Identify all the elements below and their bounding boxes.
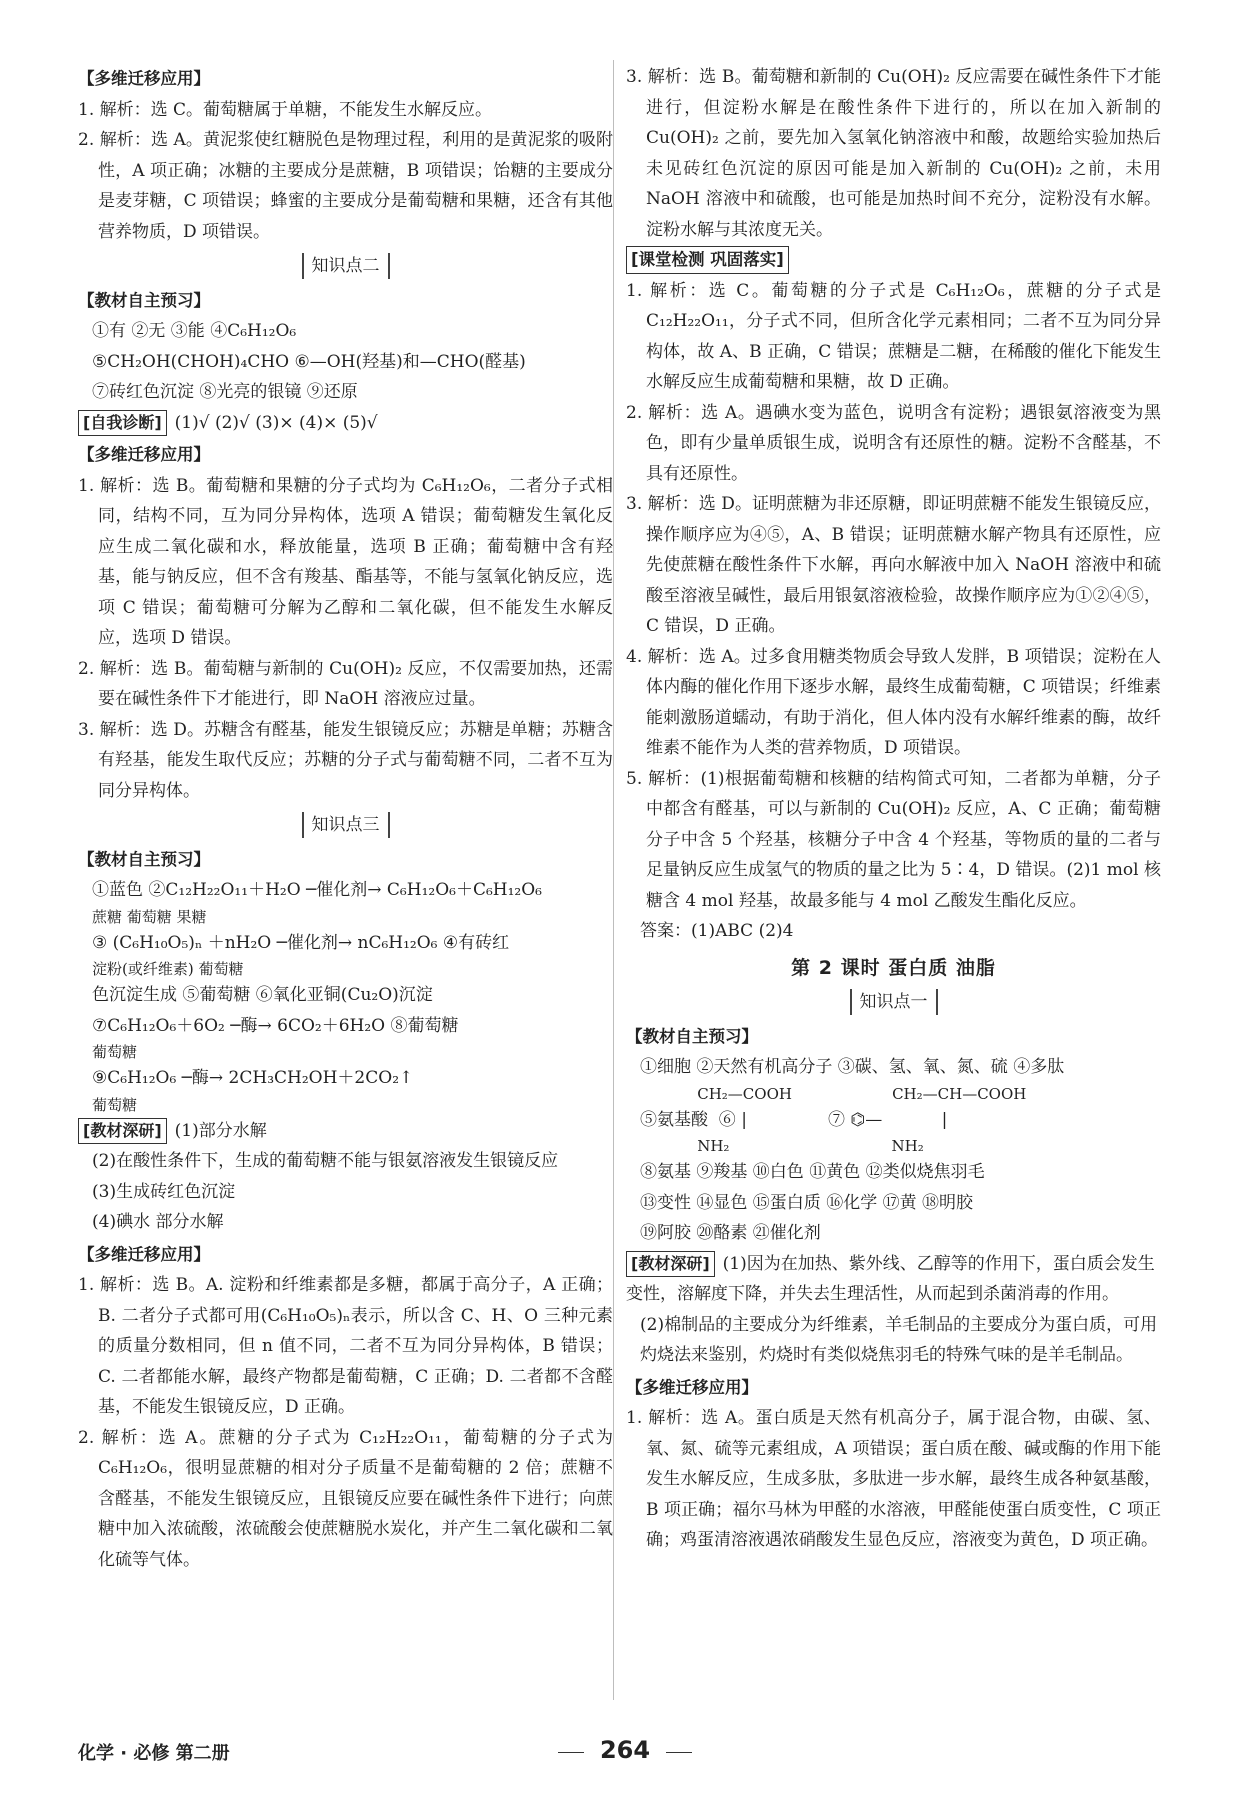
answer-item: 2. 解析：选 B。葡萄糖与新制的 Cu(OH)₂ 反应，不仅需要加热，还需要在碱性条件下才能进行，即 NaOH 溶液应过量。: [78, 658, 613, 709]
preview-line: ⑦砖红色沉淀 ⑧光亮的银镜 ⑨还原: [92, 382, 358, 402]
research-line: (1)部分水解: [174, 1120, 267, 1141]
answer-item: 1. 解析：选 B。葡萄糖和果糖的分子式均为 C₆H₁₂O₆，二者分子式相同，结构不同，互为同分异构体，选项 A 错误；葡萄糖发生氧化反应生成二氧化碳和水，释放能量，选项 B 正确；葡萄糖中含有羟基，能与钠反应，但不含有羧基、酯基等，不能与氢氧化钠反应，选项 C 错误；葡萄糖可分解为乙醇和二氧化碳，但不能发生水解反应，选项 D 错误。: [78, 475, 613, 648]
lesson-title: 第 2 课时 蛋白质 油脂: [791, 956, 996, 979]
answer-line: 答案：(1)ABC (2)4: [640, 921, 794, 941]
section-heading: 【教材自主预习】: [78, 849, 210, 869]
research-line: (1)因为在加热、紫外线、乙醇等的作用下，蛋白质会发生变性，溶解度下降，并失去生理活性，从而起到杀菌消毒的作用。: [626, 1253, 1155, 1304]
answer-item: 2. 解析：选 A。蔗糖的分子式为 C₁₂H₂₂O₁₁，葡萄糖的分子式为 C₆H₁₂O₆，很明显蔗糖的相对分子质量不是葡萄糖的 2 倍；蔗糖不含醛基，不能发生银镜反应，且银镜反应要在碱性条件下进行；向蔗糖中加入浓硫酸，浓硫酸会使蔗糖脱水炭化，并产生二氧化碳和二氧化硫等气体。: [78, 1427, 613, 1570]
preview-line: ⑬变性 ⑭显色 ⑮蛋白质 ⑯化学 ⑰黄 ⑱明胶: [640, 1192, 974, 1213]
preview-line: ⑨C₆H₁₂O₆ ─酶→ 2CH₃CH₂OH＋2CO₂↑: [92, 1068, 414, 1088]
preview-line: NH₂ NH₂: [640, 1137, 924, 1155]
knowledge-point-heading: [626, 987, 1161, 1018]
answer-item: 3. 解析：选 B。葡萄糖和新制的 Cu(OH)₂ 反应需要在碱性条件下才能进行，但淀粉水解是在酸性条件下进行的，所以在加入新制的 Cu(OH)₂ 之前，要先加入氢氧化钠溶液中和酸，故题给实验加热后未见砖红色沉淀的原因可能是加入新制的 Cu(OH)₂ 之前，未用 NaOH 溶液中和硫酸，也可能是加热时间不充分，淀粉没有水解。淀粉水解与其浓度无关。: [626, 67, 1161, 240]
answer-item: 2. 解析：选 A。黄泥浆使红糖脱色是物理过程，利用的是黄泥浆的吸附性，A 项正确；冰糖的主要成分是蔗糖，B 项错误；饴糖的主要成分是麦芽糖，C 项错误；蜂蜜的主要成分是葡萄糖和果糖，还含有其他营养物质，D 项错误。: [78, 130, 613, 242]
preview-line: 葡萄糖: [92, 1043, 138, 1061]
research-label: [教材深研]: [78, 1118, 167, 1144]
section-heading: 【多维迁移应用】: [78, 445, 210, 464]
answer-item: 3. 解析：选 D。苏糖含有醛基，能发生银镜反应；苏糖是单糖；苏糖含有羟基，能发生取代反应；苏糖的分子式与葡萄糖不同，二者不互为同分异构体。: [78, 719, 613, 801]
preview-line: 色沉淀生成 ⑤葡萄糖 ⑥氧化亚铜(Cu₂O)沉淀: [92, 985, 433, 1005]
preview-line: 葡萄糖: [92, 1095, 138, 1114]
preview-line: 蔗糖 葡萄糖 果糖: [92, 907, 207, 926]
answer-item: 3. 解析：选 D。证明蔗糖为非还原糖，即证明蔗糖不能发生银镜反应，操作顺序应为④⑤，A、B 错误；证明蔗糖水解产物具有还原性，应先使蔗糖在酸性条件下水解，再向水解液中加入 NaOH 溶液中和硫酸至溶液呈碱性，最后用银氨溶液检验，故操作顺序应为①②④⑤，C 错误，D 正确。: [626, 494, 1161, 636]
preview-line: ⑤CH₂OH(CHOH)₄CHO ⑥—OH(羟基)和—CHO(醛基): [92, 351, 526, 372]
answer-item: 5. 解析：(1)根据葡萄糖和核糖的结构简式可知，二者都为单糖，分子中都含有醛基，可以与新制的 Cu(OH)₂ 反应，A、C 正确；葡萄糖分子中含 5 个羟基，核糖分子中含 4 个羟基，等物质的量的二者与足量钠反应生成氢气的物质的量之比为 5∶4，D 错误。(2)1 mol 核糖含 4 mol 羟基，故最多能与 4 mol 乙酸发生酯化反应。: [626, 768, 1161, 911]
preview-line: ①有 ②无 ③能 ④C₆H₁₂O₆: [92, 321, 297, 341]
knowledge-point-title: 知识点一: [850, 989, 938, 1015]
preview-line: ①细胞 ②天然有机高分子 ③碳、氢、氧、氮、硫 ④多肽: [640, 1057, 1065, 1077]
self-check-text: (1)√ (2)√ (3)× (4)× (5)√: [174, 412, 378, 433]
subject-label: 化学 · 必修 第二册: [78, 1743, 230, 1764]
class-check-heading: [626, 245, 1161, 276]
research-line: (3)生成砖红色沉淀: [92, 1181, 236, 1202]
section-heading: 【多维迁移应用】: [78, 69, 210, 88]
left-column: [78, 62, 613, 1575]
preview-line: ⑲阿胶 ⑳酪素 ㉑催化剂: [640, 1223, 821, 1243]
answer-item: 1. 解析：选 A。蛋白质是天然有机高分子，属于混合物，由碳、氢、氧、氮、硫等元素组成，A 项错误；蛋白质在酸、碱或酶的作用下能发生水解反应，生成多肽，多肽进一步水解，最终生成各种氨基酸，B 项正确；福尔马林为甲醛的水溶液，甲醛能使蛋白质变性，C 项正确；鸡蛋清溶液遇浓硝酸发生显色反应，溶液变为黄色，D 项正确。: [626, 1408, 1161, 1550]
preview-line: ③ (C₆H₁₀O₅)ₙ ＋nH₂O ─催化剂→ nC₆H₁₂O₆ ④有砖红: [92, 932, 510, 953]
preview-line: ⑤氨基酸 ⑥ | ⑦ ⌬— |: [640, 1109, 948, 1130]
research-line: (2)棉制品的主要成分为纤维素，羊毛制品的主要成分为蛋白质，可用灼烧法来鉴别，灼烧时有类似烧焦羽毛的特殊气味的是羊毛制品。: [640, 1314, 1158, 1365]
knowledge-point-title: 知识点三: [302, 812, 390, 838]
preview-line: ⑧氨基 ⑨羧基 ⑩白色 ⑪黄色 ⑫类似烧焦羽毛: [640, 1162, 985, 1182]
page-number: 264: [558, 1735, 692, 1766]
page-footer: [78, 1735, 1172, 1775]
preview-line: ⑦C₆H₁₂O₆＋6O₂ ─酶→ 6CO₂＋6H₂O ⑧葡萄糖: [92, 1015, 459, 1036]
preview-line: 淀粉(或纤维素) 葡萄糖: [92, 960, 244, 978]
section-heading: 【教材自主预习】: [78, 290, 210, 310]
section-heading: 【多维迁移应用】: [78, 1244, 210, 1264]
answer-item: 2. 解析：选 A。遇碘水变为蓝色，说明含有淀粉；遇银氨溶液变为黑色，即有少量单质银生成，说明含有还原性的糖。淀粉不含醛基，不具有还原性。: [626, 402, 1161, 484]
knowledge-point-heading: [78, 251, 613, 282]
answer-item: 1. 解析：选 C。葡萄糖的分子式是 C₆H₁₂O₆，蔗糖的分子式是 C₁₂H₂₂O₁₁，分子式不同，但所含化学元素相同；二者不互为同分异构体，故 A、B 正确，C 错误；蔗糖是二糖，在稀酸的催化下能发生水解反应生成葡萄糖和果糖，故 D 正确。: [626, 280, 1161, 392]
self-check-label: [自我诊断]: [78, 410, 167, 436]
right-column: [626, 62, 1161, 1556]
answer-item: 4. 解析：选 A。过多食用糖类物质会导致人发胖，B 项错误；淀粉在人体内酶的催化作用下逐步水解，最终生成葡萄糖，C 项错误；纤维素能刺激肠道蠕动，有助于消化，但人体内没有水解纤维素的酶，故纤维素不能作为人类的营养物质，D 项错误。: [626, 646, 1161, 758]
answer-item: 1. 解析：选 B。A. 淀粉和纤维素都是多糖，都属于高分子，A 正确；B. 二者分子式都可用(C₆H₁₀O₅)ₙ表示，所以含 C、H、O 三种元素的质量分数相同，但 n 值不同，二者不互为同分异构体，B 错误；C. 二者都能水解，最终产物都是葡萄糖，C 正确；D. 二者都不含醛基，不能发生银镜反应，D 正确。: [78, 1275, 613, 1417]
self-check: [78, 408, 613, 439]
section-heading: 【教材自主预习】: [626, 1026, 758, 1046]
preview-line: CH₂—COOH CH₂—CH—COOH: [640, 1084, 1027, 1103]
research-line: (4)碘水 部分水解: [92, 1212, 224, 1232]
textbook-research: [78, 1116, 613, 1147]
column-divider: [613, 60, 614, 1700]
research-label: [教材深研]: [626, 1251, 715, 1277]
class-check-title: [课堂检测 巩固落实]: [626, 246, 789, 274]
research-line: (2)在酸性条件下，生成的葡萄糖不能与银氨溶液发生银镜反应: [92, 1151, 559, 1171]
knowledge-point-heading: [78, 810, 613, 841]
knowledge-point-title: 知识点二: [302, 253, 390, 279]
answer-item: 1. 解析：选 C。葡萄糖属于单糖，不能发生水解反应。: [78, 99, 493, 120]
textbook-research: [626, 1249, 1161, 1310]
section-heading: 【多维迁移应用】: [626, 1377, 758, 1397]
preview-line: ①蓝色 ②C₁₂H₂₂O₁₁＋H₂O ─催化剂→ C₆H₁₂O₆＋C₆H₁₂O₆: [92, 880, 542, 900]
